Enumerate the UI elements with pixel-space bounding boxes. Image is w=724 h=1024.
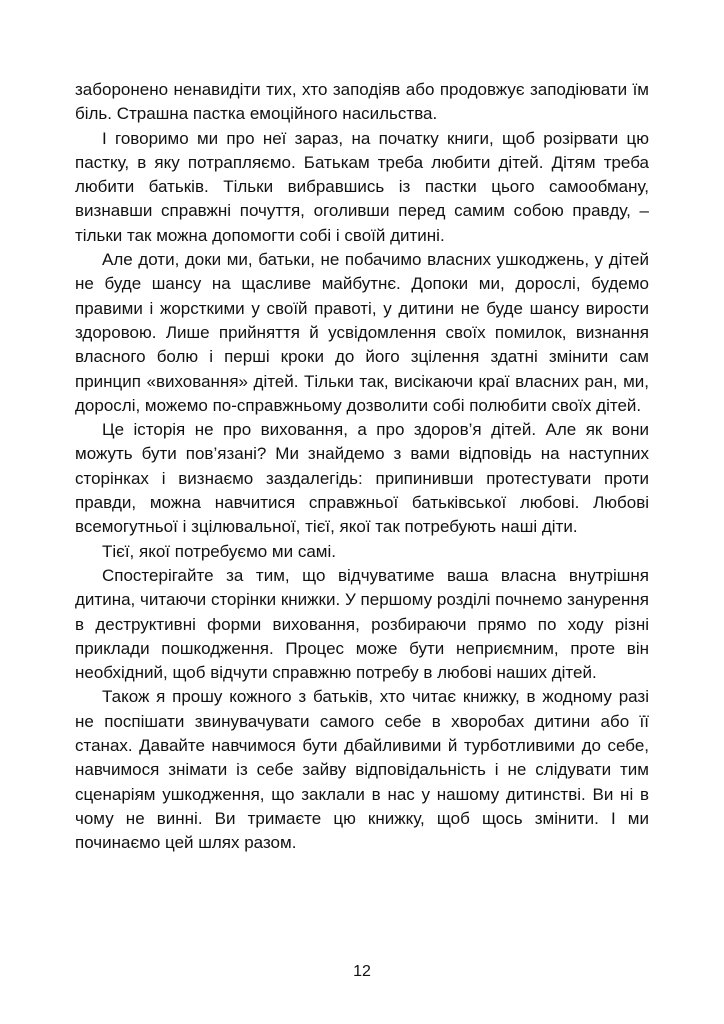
paragraph-5: Тієї, якої потребуємо ми самі. — [102, 541, 336, 561]
body-text — [75, 78, 649, 856]
paragraph-6: Спостерігайте за тим, що відчуватиме ваша власна внутрішня дитина, читаючи сторінки книжки. У першому розділі почнемо занурення в деструктивні форми виховання, розбираючи прямо по ходу різні приклади пошкодження. Процес може бути неприємним, проте він необхідний, щоб відчути справжню потребу в любові наших дітей. — [75, 565, 649, 683]
page-number: 12 — [353, 963, 371, 980]
paragraph-3: Але доти, доки ми, батьки, не побачимо власних ушкоджень, у дітей не буде шансу на щасливе майбутнє. Допоки ми, дорослі, будемо правими і жорсткими у своїй правоті, у дитини не буде шансу вирости здоровою. Лише прийняття й усвідомлення своїх помилок, визнання власного болю і перші кроки до його зцілення здатні змінити сам принцип «виховання» дітей. Тільки так, висікаючи краї власних ран, ми, дорослі, можемо по-справжньому дозволити собі полюбити своїх дітей. — [75, 250, 649, 415]
paragraph-4: Це історія не про виховання, а про здоров’я дітей. Але як вони можуть бути пов’язані? Ми знайдемо з вами відповідь на наступних сторінках і визнаємо заздалегідь: припинивши протестувати проти правди, можна навчитися справжньої батьківської любові. Любові всемогутньої і зцілювальної, тієї, якої так потребують наші діти. — [75, 420, 649, 537]
paragraph-2: І говоримо ми про неї зараз, на початку книги, щоб розірвати цю пастку, в яку потрапляємо. Батькам треба любити дітей. Дітям треба любити батьків. Тільки вибравшись із пастки цього самообману, визнавши справжні почуття, оголивши перед самим собою правду, – тільки так можна допомогти собі і своїй дитині. — [75, 128, 649, 245]
paragraph-1: заборонено ненавидіти тих, хто заподіяв або продовжує заподіювати їм біль. Страшна пастка емоційного насильства. — [75, 80, 649, 124]
paragraph-7: Також я прошу кожного з батьків, хто читає книжку, в жодному разі не поспішати звинувачувати самого себе в хворобах дитини або її станах. Давайте навчимося бути дбайливими й турботливими до себе, навчимося знімати із себе зайву відповідальність і не слідувати тим сценаріям ушкодження, що заклали в нас у нашому дитинстві. Ви ні в чому не винні. Ви тримаєте цю книжку, щоб щось змінити. І ми починаємо цей шлях разом. — [75, 687, 649, 853]
